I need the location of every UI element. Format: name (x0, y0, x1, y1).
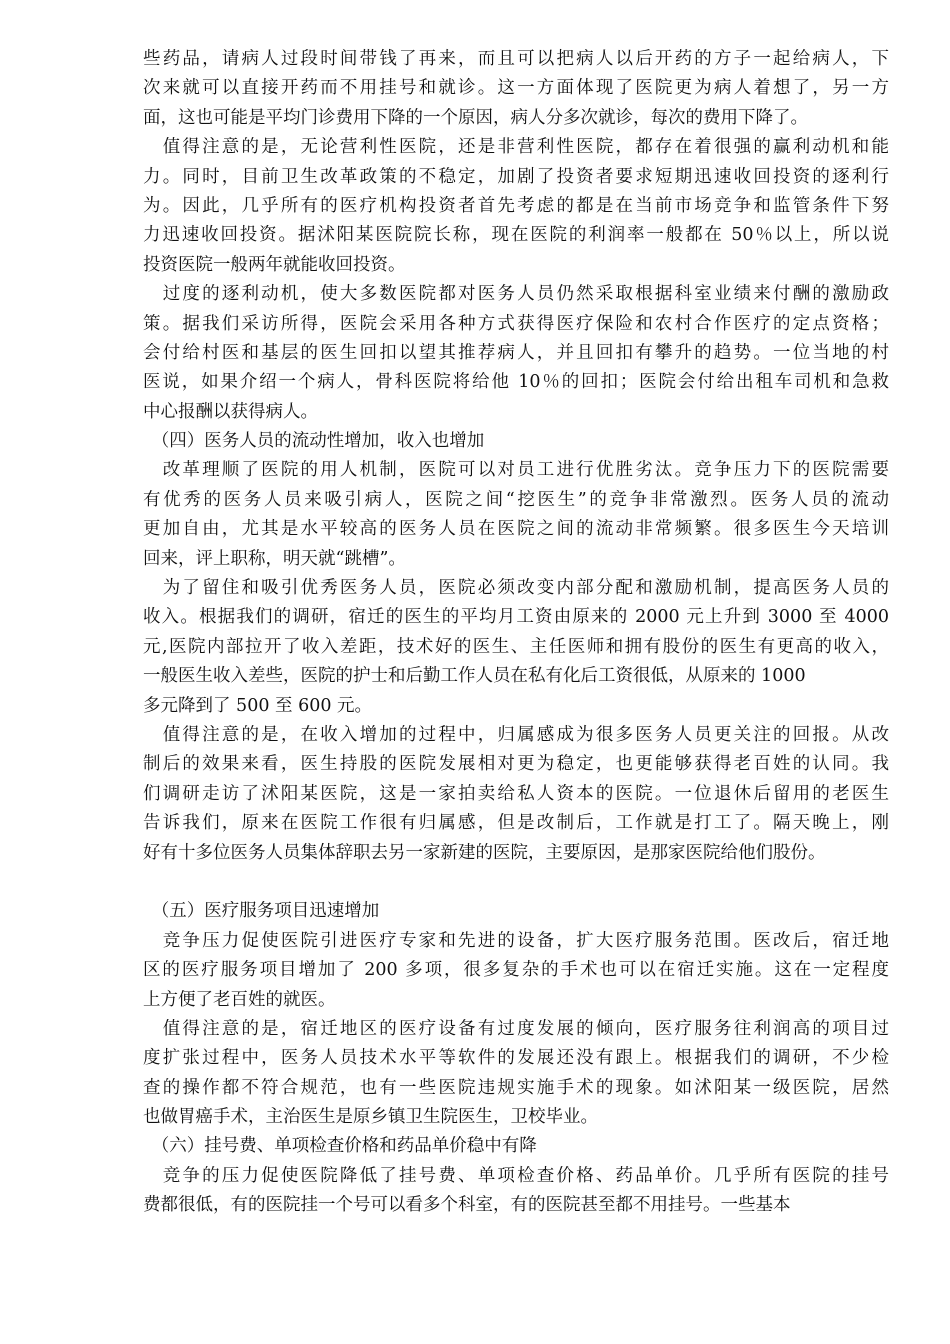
text-line: 好有十多位医务人员集体辞职去另一家新建的医院，主要原因，是那家医院给他们股份。 (143, 842, 826, 863)
text-line: 竞争的压力促使医院降低了挂号费、单项检查价格、药品单价。几乎所有医院的挂号 (143, 1165, 889, 1186)
text-line: 制后的效果来看，医生持股的医院发展相对更为稳定，也更能够获得老百姓的认同。我 (143, 754, 889, 775)
text-line: 些药品，请病人过段时间带钱了再来，而且可以把病人以后开药的方子一起给病人，下 (143, 49, 889, 69)
text-line: 元,医院内部拉开了收入差距，技术好的医生、主任医师和拥有股份的医生有更高的收入， (143, 636, 889, 657)
text-line: 改革理顺了医院的用人机制，医院可以对员工进行优胜劣汰。竞争压力下的医院需要 (143, 460, 889, 481)
text-line: 有优秀的医务人员来吸引病人，医院之间“挖医生”的竞争非常激烈。医务人员的流动 (143, 489, 889, 510)
paragraph-gap (143, 868, 889, 897)
section-heading: （五）医疗服务项目迅速增加 (143, 901, 380, 922)
text-line: 回来，评上职称，明天就“跳槽”。 (143, 548, 406, 569)
text-line: 值得注意的是，无论营利性医院，还是非营利性医院，都存在着很强的赢利动机和能 (143, 137, 889, 158)
text-line: 中心报酬以获得病人。 (143, 401, 318, 422)
text-line: 力迅速收回投资。据沭阳某医院院长称，现在医院的利润率一般都在 50％以上，所以说 (143, 225, 889, 246)
body-text (143, 45, 889, 1221)
text-line: 多元降到了 500 至 600 元。 (143, 695, 373, 716)
text-line: 策。据我们采访所得，医院会采用各种方式获得医疗保险和农村合作医疗的定点资格； (143, 313, 889, 334)
text-line: 医说，如果介绍一个病人，骨科医院将给他 10％的回扣；医院会付给出租车司机和急救 (143, 372, 889, 393)
text-line: 收入。根据我们的调研，宿迁的医生的平均月工资由原来的 2000 元上升到 3000 至 4000 (143, 607, 889, 628)
text-line: 告诉我们，原来在医院工作很有归属感，但是改制后，工作就是打工了。隔天晚上，刚 (143, 813, 889, 834)
text-line: 们调研走访了沭阳某医院，这是一家拍卖给私人资本的医院。一位退休后留用的老医生 (143, 783, 889, 804)
text-line: 面，这也可能是平均门诊费用下降的一个原因，病人分多次就诊，每次的费用下降了。 (143, 107, 808, 128)
text-line: 为了留住和吸引优秀医务人员，医院必须改变内部分配和激励机制，提高医务人员的 (143, 578, 889, 599)
text-line: 竞争压力促使医院引进医疗专家和先进的设备，扩大医疗服务范围。医改后，宿迁地 (143, 930, 889, 951)
section-heading: （六）挂号费、单项检查价格和药品单价稳中有降 (143, 1136, 537, 1157)
text-line: 更加自由，尤其是水平较高的医务人员在医院之间的流动非常频繁。很多医生今天培训 (143, 519, 889, 540)
text-line: 次来就可以直接开药而不用挂号和就诊。这一方面体现了医院更为病人着想了，另一方 (143, 78, 889, 99)
text-line: 力。同时，目前卫生改革政策的不稳定，加剧了投资者要求短期迅速收回投资的逐利行 (143, 166, 889, 187)
text-line: 为。因此，几乎所有的医疗机构投资者首先考虑的都是在当前市场竞争和监管条件下努 (143, 195, 889, 216)
section-heading: （四）医务人员的流动性增加，收入也增加 (143, 431, 485, 452)
text-line: 值得注意的是，宿迁地区的医疗设备有过度发展的倾向，医疗服务往利润高的项目过 (143, 1018, 889, 1039)
text-line: 度扩张过程中，医务人员技术水平等软件的发展还没有跟上。根据我们的调研，不少检 (143, 1048, 889, 1069)
text-line: 上方便了老百姓的就医。 (143, 989, 336, 1010)
text-line: 投资医院一般两年就能收回投资。 (143, 254, 406, 275)
text-line: 费都很低，有的医院挂一个号可以看多个科室，有的医院甚至都不用挂号。一些基本 (143, 1195, 791, 1216)
text-line: 过度的逐利动机，使大多数医院都对医务人员仍然采取根据科室业绩来付酬的激励政 (143, 284, 889, 305)
text-line: 查的操作都不符合规范，也有一些医院违规实施手术的现象。如沭阳某一级医院，居然 (143, 1077, 889, 1098)
text-line: 区的医疗服务项目增加了 200 多项，很多复杂的手术也可以在宿迁实施。这在一定程度 (143, 960, 889, 981)
text-line: 值得注意的是，在收入增加的过程中，归属感成为很多医务人员更关注的回报。从改 (143, 724, 889, 745)
text-line: 一般医生收入差些，医院的护士和后勤工作人员在私有化后工资很低，从原来的 1000 (143, 666, 806, 687)
text-line: 会付给村医和基层的医生回扣以望其推荐病人，并且回扣有攀升的趋势。一位当地的村 (143, 342, 889, 363)
text-line: 也做胃癌手术，主治医生是原乡镇卫生院医生，卫校毕业。 (143, 1107, 598, 1128)
